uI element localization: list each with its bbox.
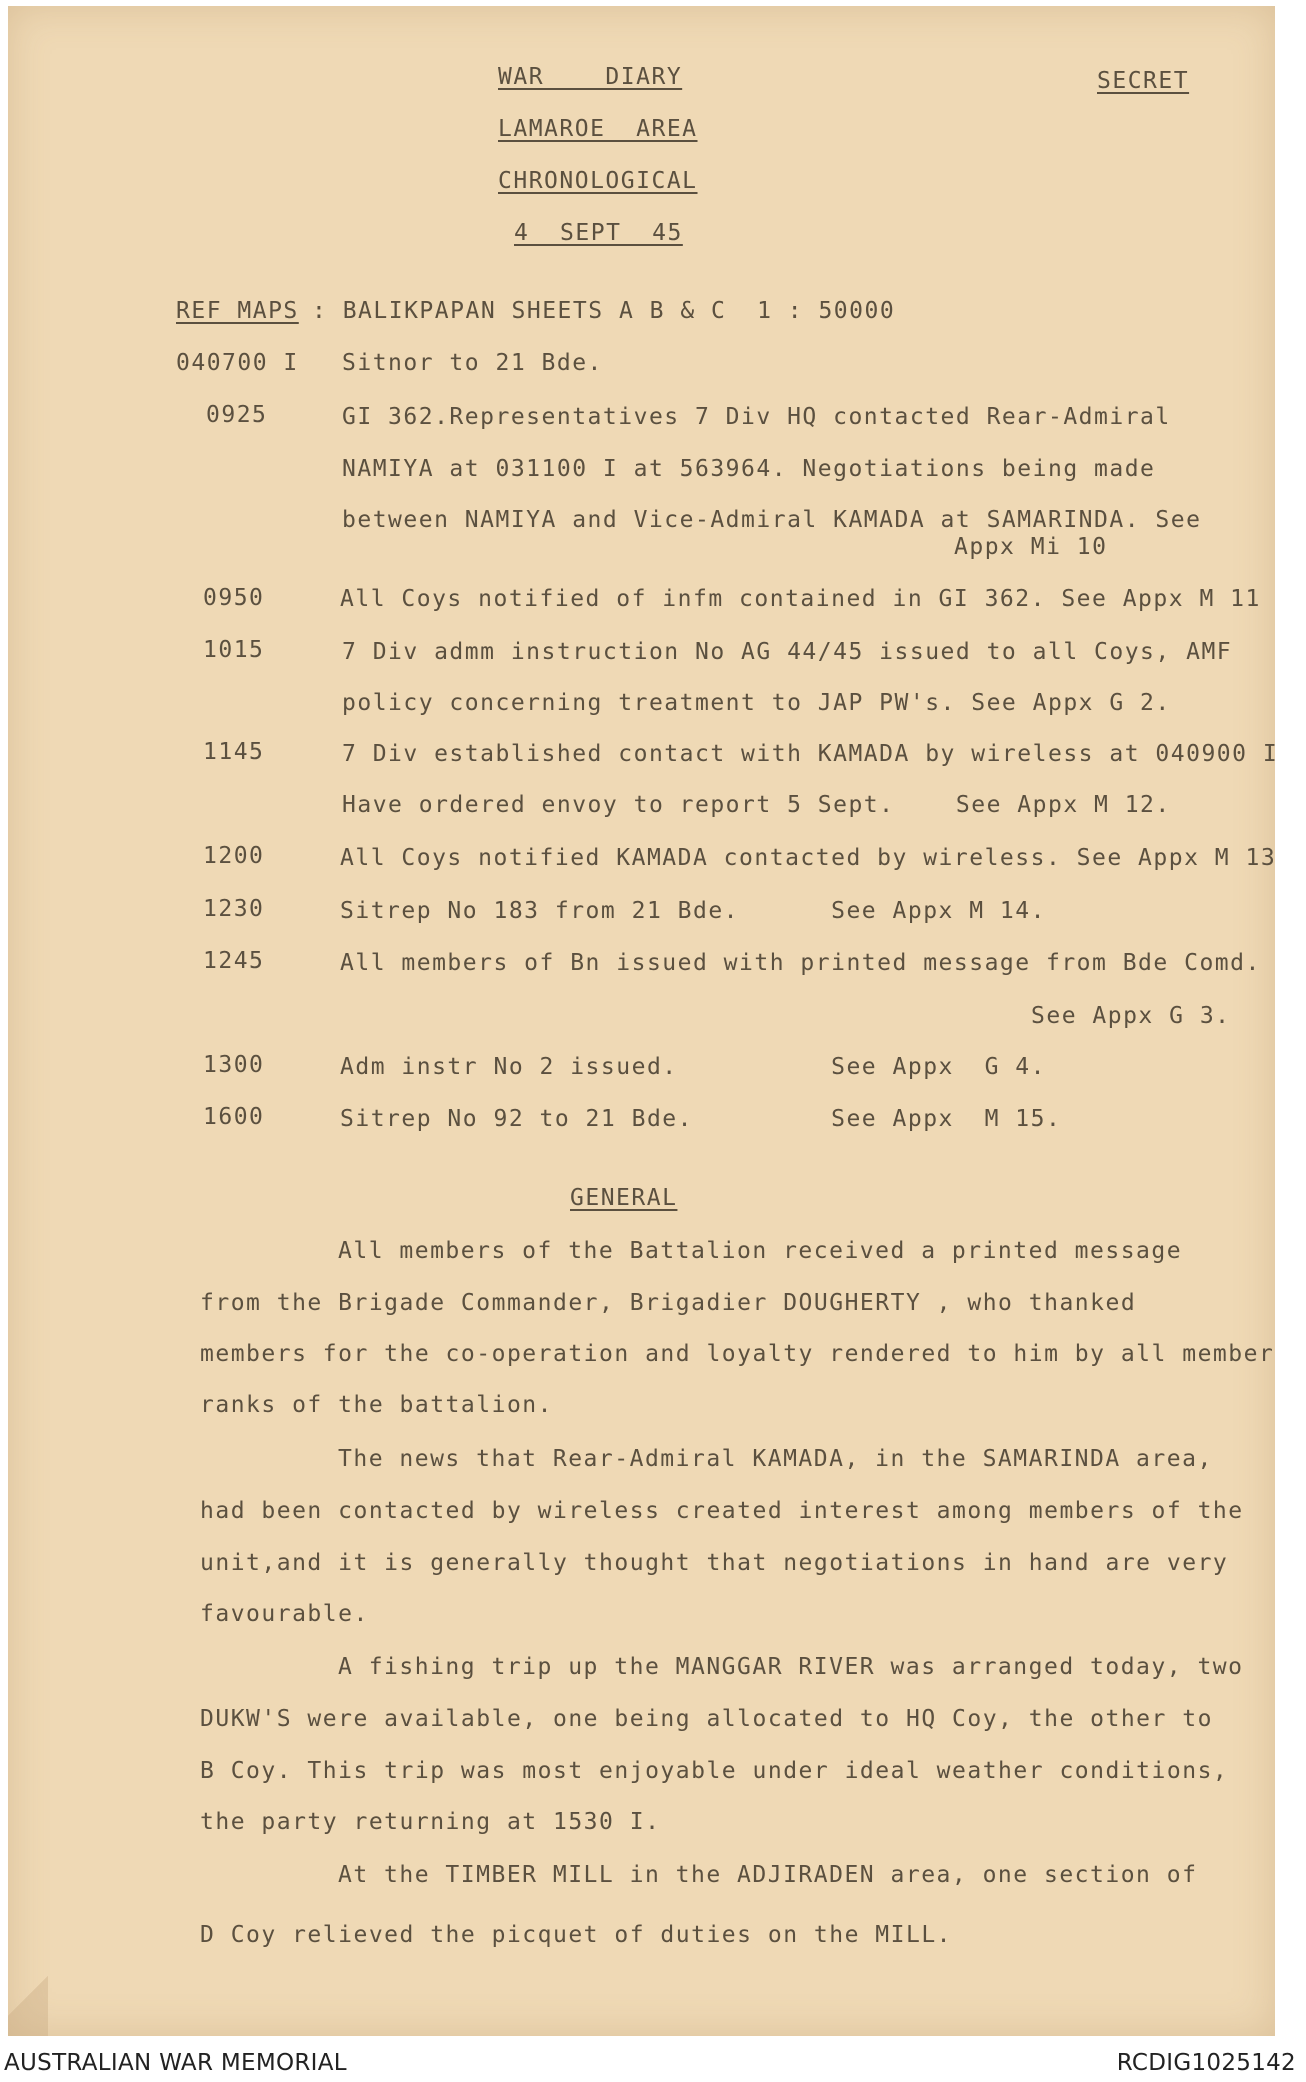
entry-time: 1600 — [203, 1104, 265, 1130]
general-heading: GENERAL — [570, 1185, 678, 1211]
entry-text: 7 Div admm instruction No AG 44/45 issued to all Coys, AMF — [342, 639, 1233, 665]
entry-text: GI 362.Representatives 7 Div HQ contacted Rear-Admiral — [342, 404, 1171, 430]
entry-text: Appx Mi 10 — [954, 534, 1108, 560]
entry-time: 040700 I — [176, 350, 299, 376]
entry-time: 1230 — [203, 896, 265, 922]
entry-text: Sitnor to 21 Bde. — [342, 350, 603, 376]
entry-time: 1200 — [203, 843, 265, 869]
entry-text: All Coys notified KAMADA contacted by wireless. See Appx M 13 — [340, 845, 1277, 871]
general-line: favourable. — [200, 1601, 369, 1627]
header-line-4: 4 SEPT 45 — [514, 220, 683, 246]
footer-id: RCDIG1025142 — [1116, 2050, 1296, 2076]
footer-source: AUSTRALIAN WAR MEMORIAL — [4, 2050, 347, 2076]
general-line: A fishing trip up the MANGGAR RIVER was arranged today, two — [338, 1654, 1244, 1680]
entry-text: Adm instr No 2 issued. See Appx G 4. — [340, 1054, 1046, 1080]
entry-time: 1145 — [203, 739, 265, 765]
entry-text: See Appx G 3. — [1031, 1003, 1231, 1029]
general-line: The news that Rear-Admiral KAMADA, in the SAMARINDA area, — [338, 1446, 1213, 1472]
entry-text: All members of Bn issued with printed message from Bde Comd. — [340, 950, 1261, 976]
entry-time: 1015 — [203, 637, 265, 663]
general-line: At the TIMBER MILL in the ADJIRADEN area, one section of — [338, 1862, 1198, 1888]
page-fold — [8, 1956, 48, 2036]
classification: SECRET — [1097, 68, 1190, 94]
ref-maps-value: : BALIKPAPAN SHEETS A B & C 1 : 50000 — [312, 298, 896, 324]
entry-text: Have ordered envoy to report 5 Sept. See Appx M 12. — [342, 792, 1171, 818]
general-line: DUKW'S were available, one being allocated to HQ Coy, the other to — [200, 1706, 1213, 1732]
entry-text: 7 Div established contact with KAMADA by wireless at 040900 I — [342, 741, 1279, 767]
entry-text: NAMIYA at 031100 I at 563964. Negotiations being made — [342, 456, 1156, 482]
header-line-2: LAMAROE AREA — [498, 116, 698, 142]
general-line: ranks of the battalion. — [200, 1392, 553, 1418]
entry-text: between NAMIYA and Vice-Admiral KAMADA at SAMARINDA. See — [342, 507, 1202, 533]
general-line: from the Brigade Commander, Brigadier DOUGHERTY , who thanked — [200, 1290, 1137, 1316]
general-line: D Coy relieved the picquet of duties on the MILL. — [200, 1922, 953, 1948]
entry-time: 0925 — [206, 402, 268, 428]
header-line-1: WAR DIARY — [498, 64, 683, 90]
entry-time: 0950 — [203, 585, 265, 611]
entry-text: Sitrep No 183 from 21 Bde. See Appx M 14. — [340, 898, 1046, 924]
entry-text: policy concerning treatment to JAP PW's. See Appx G 2. — [342, 690, 1171, 716]
ref-maps-label: REF MAPS — [176, 298, 299, 324]
entry-time: 1300 — [203, 1052, 265, 1078]
general-line: B Coy. This trip was most enjoyable under ideal weather conditions, — [200, 1758, 1229, 1784]
entry-time: 1245 — [203, 948, 265, 974]
general-line: All members of the Battalion received a printed message — [338, 1238, 1183, 1264]
entry-text: All Coys notified of infm contained in GI 362. See Appx M 11 — [340, 586, 1261, 612]
general-line: members for the co-operation and loyalty rendered to him by all member — [200, 1341, 1275, 1367]
general-line: had been contacted by wireless created interest among members of the — [200, 1498, 1244, 1524]
entry-text: Sitrep No 92 to 21 Bde. See Appx M 15. — [340, 1106, 1062, 1132]
header-line-3: CHRONOLOGICAL — [498, 168, 698, 194]
general-line: unit,and it is generally thought that negotiations in hand are very — [200, 1550, 1229, 1576]
general-line: the party returning at 1530 I. — [200, 1809, 661, 1835]
